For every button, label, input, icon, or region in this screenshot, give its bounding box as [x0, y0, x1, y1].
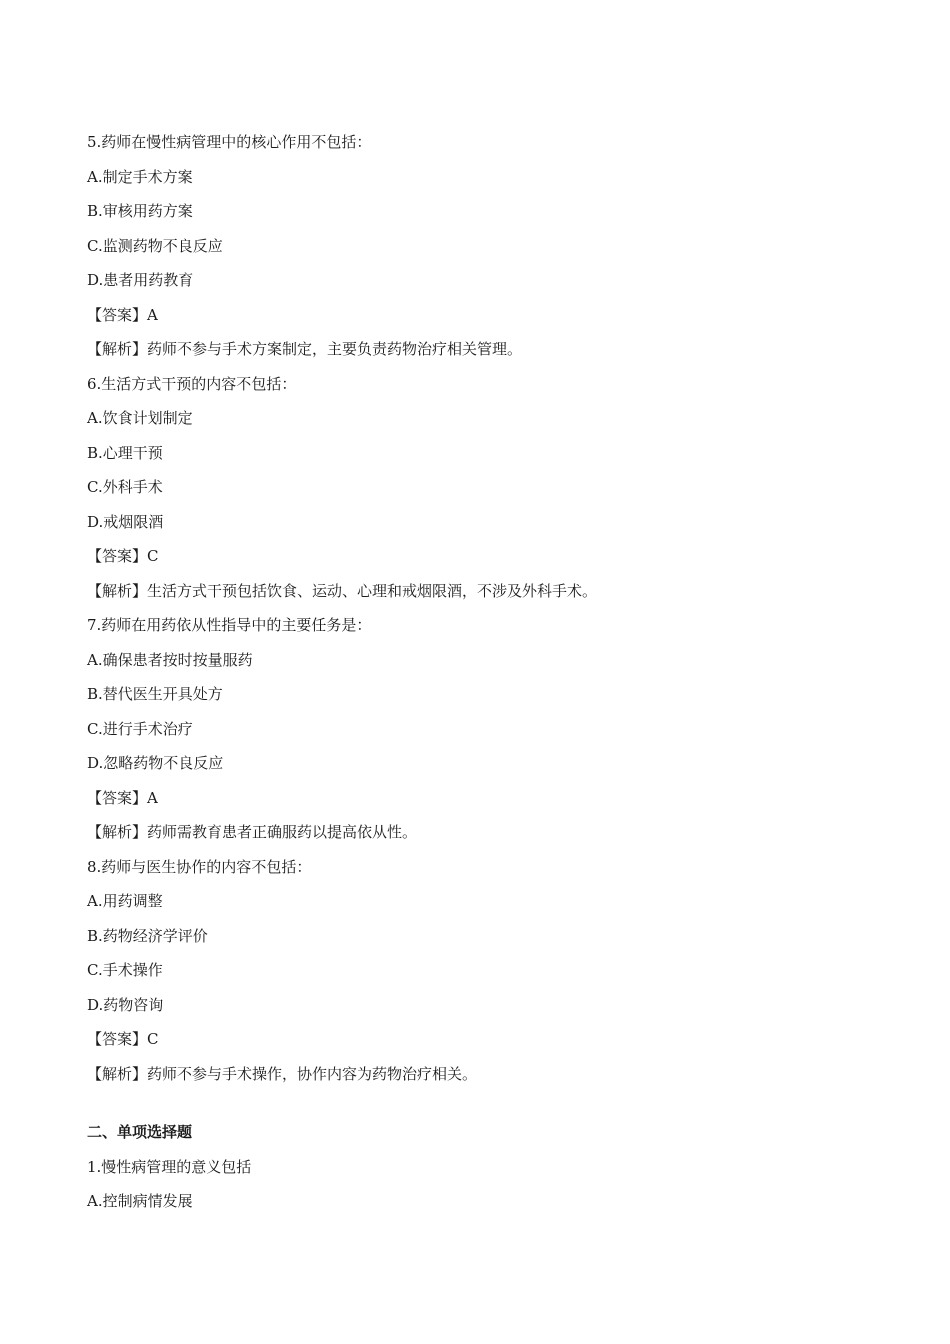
option-b: B.药物经济学评价: [87, 926, 208, 945]
answer: 【答案】C: [87, 547, 159, 565]
question-text: 7.药师在用药依从性指导中的主要任务是：: [87, 616, 372, 634]
question-block: [87, 367, 887, 609]
analysis: 【解析】药师需教育患者正确服药以提高依从性。: [87, 823, 418, 841]
question-block: [87, 850, 887, 1092]
option-d: D.患者用药教育: [87, 271, 194, 289]
option-a: A.用药调整: [87, 892, 163, 910]
section-title: 二、单项选择题: [87, 1123, 193, 1141]
option-a: A.制定手术方案: [87, 167, 193, 186]
option-c: C.监测药物不良反应: [87, 236, 223, 255]
option-c: C.手术操作: [87, 961, 163, 979]
document-page: [87, 125, 887, 1219]
question-text: 8.药师与医生协作的内容不包括：: [87, 857, 312, 876]
answer: 【答案】C: [87, 1030, 159, 1048]
answer: 【答案】A: [87, 305, 158, 324]
option-b: B.心理干预: [87, 443, 163, 462]
option-c: C.外科手术: [87, 478, 163, 496]
question-text: 1.慢性病管理的意义包括: [87, 1157, 252, 1176]
answer: 【答案】A: [87, 788, 158, 807]
analysis: 【解析】生活方式干预包括饮食、运动、心理和戒烟限酒，不涉及外科手术。: [87, 581, 598, 600]
option-b: B.审核用药方案: [87, 202, 193, 220]
section-spacer: [87, 1091, 887, 1115]
option-d: D.忽略药物不良反应: [87, 754, 224, 772]
option-c: C.进行手术治疗: [87, 719, 193, 738]
analysis: 【解析】药师不参与手术操作，协作内容为药物治疗相关。: [87, 1064, 478, 1083]
question-block: [87, 125, 887, 367]
analysis: 【解析】药师不参与手术方案制定，主要负责药物治疗相关管理。: [87, 340, 523, 358]
question-text: 5.药师在慢性病管理中的核心作用不包括：: [87, 133, 372, 151]
option-b: B.替代医生开具处方: [87, 685, 223, 703]
option-a: A.确保患者按时按量服药: [87, 650, 253, 669]
option-a: A.控制病情发展: [87, 1192, 193, 1210]
option-d: D.戒烟限酒: [87, 512, 164, 531]
option-d: D.药物咨询: [87, 995, 164, 1014]
question-block: [87, 608, 887, 850]
question-text: 6.生活方式干预的内容不包括：: [87, 374, 297, 393]
option-a: A.饮食计划制定: [87, 409, 193, 427]
section-2: [87, 1115, 887, 1219]
